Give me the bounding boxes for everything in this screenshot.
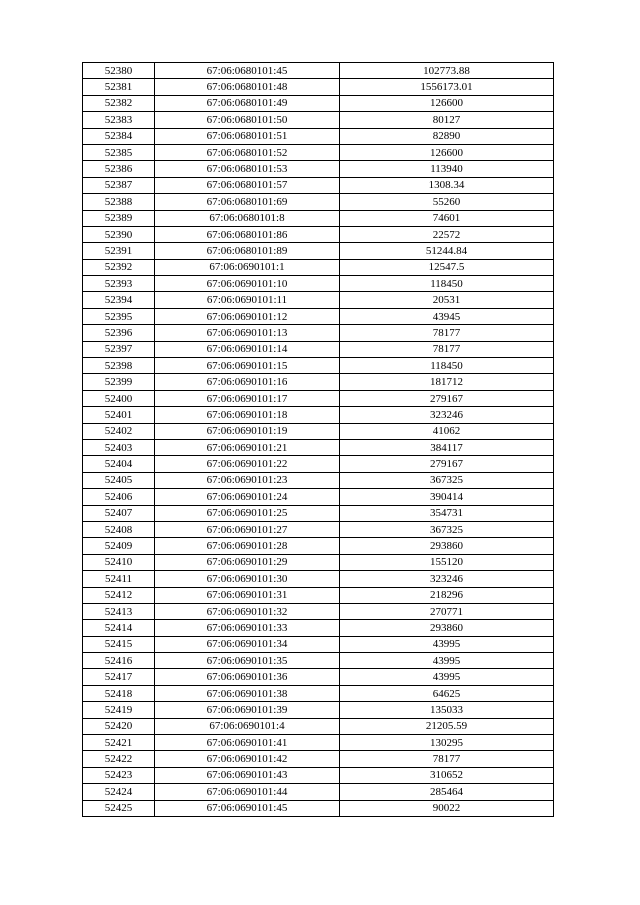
cadastral-value-cell: 80127 <box>340 112 554 128</box>
cadastral-number-cell: 67:06:0690101:10 <box>155 276 340 292</box>
row-number-cell: 52396 <box>83 325 155 341</box>
table-row <box>83 472 554 488</box>
table-row <box>83 112 554 128</box>
cadastral-value-table <box>82 62 554 817</box>
cadastral-number-cell: 67:06:0690101:23 <box>155 472 340 488</box>
cadastral-value-cell: 41062 <box>340 423 554 439</box>
table-row <box>83 751 554 767</box>
row-number-cell: 52399 <box>83 374 155 390</box>
cadastral-value-cell: 367325 <box>340 521 554 537</box>
row-number-cell: 52386 <box>83 161 155 177</box>
cadastral-number-cell: 67:06:0690101:18 <box>155 407 340 423</box>
cadastral-value-cell: 64625 <box>340 685 554 701</box>
row-number-cell: 52422 <box>83 751 155 767</box>
cadastral-value-cell: 43995 <box>340 669 554 685</box>
cadastral-number-cell: 67:06:0690101:31 <box>155 587 340 603</box>
cadastral-number-cell: 67:06:0690101:35 <box>155 653 340 669</box>
cadastral-number-cell: 67:06:0690101:30 <box>155 571 340 587</box>
row-number-cell: 52403 <box>83 439 155 455</box>
cadastral-number-cell: 67:06:0680101:69 <box>155 194 340 210</box>
cadastral-value-cell: 118450 <box>340 358 554 374</box>
cadastral-value-cell: 126600 <box>340 144 554 160</box>
cadastral-number-cell: 67:06:0690101:22 <box>155 456 340 472</box>
cadastral-value-cell: 293860 <box>340 620 554 636</box>
cadastral-value-cell: 113940 <box>340 161 554 177</box>
cadastral-number-cell: 67:06:0690101:41 <box>155 735 340 751</box>
cadastral-value-cell: 78177 <box>340 751 554 767</box>
cadastral-number-cell: 67:06:0690101:34 <box>155 636 340 652</box>
cadastral-value-cell: 90022 <box>340 800 554 816</box>
cadastral-value-cell: 135033 <box>340 702 554 718</box>
cadastral-value-cell: 354731 <box>340 505 554 521</box>
cadastral-number-cell: 67:06:0690101:39 <box>155 702 340 718</box>
table-row <box>83 718 554 734</box>
cadastral-value-cell: 367325 <box>340 472 554 488</box>
row-number-cell: 52423 <box>83 767 155 783</box>
table-row <box>83 439 554 455</box>
table-row <box>83 292 554 308</box>
row-number-cell: 52416 <box>83 653 155 669</box>
cadastral-value-cell: 43995 <box>340 653 554 669</box>
row-number-cell: 52408 <box>83 521 155 537</box>
table-row <box>83 620 554 636</box>
table-row <box>83 358 554 374</box>
cadastral-number-cell: 67:06:0690101:42 <box>155 751 340 767</box>
table-row <box>83 276 554 292</box>
cadastral-number-cell: 67:06:0690101:15 <box>155 358 340 374</box>
row-number-cell: 52391 <box>83 243 155 259</box>
cadastral-number-cell: 67:06:0690101:32 <box>155 603 340 619</box>
row-number-cell: 52395 <box>83 308 155 324</box>
row-number-cell: 52409 <box>83 538 155 554</box>
cadastral-value-cell: 78177 <box>340 325 554 341</box>
cadastral-number-cell: 67:06:0680101:53 <box>155 161 340 177</box>
row-number-cell: 52384 <box>83 128 155 144</box>
cadastral-number-cell: 67:06:0690101:24 <box>155 489 340 505</box>
cadastral-number-cell: 67:06:0690101:12 <box>155 308 340 324</box>
cadastral-number-cell: 67:06:0680101:49 <box>155 95 340 111</box>
cadastral-value-cell: 118450 <box>340 276 554 292</box>
cadastral-number-cell: 67:06:0680101:86 <box>155 226 340 242</box>
row-number-cell: 52389 <box>83 210 155 226</box>
cadastral-value-cell: 323246 <box>340 571 554 587</box>
cadastral-number-cell: 67:06:0690101:28 <box>155 538 340 554</box>
row-number-cell: 52385 <box>83 144 155 160</box>
table-row <box>83 521 554 537</box>
cadastral-number-cell: 67:06:0690101:29 <box>155 554 340 570</box>
cadastral-value-cell: 21205.59 <box>340 718 554 734</box>
table-row <box>83 390 554 406</box>
row-number-cell: 52415 <box>83 636 155 652</box>
cadastral-number-cell: 67:06:0680101:50 <box>155 112 340 128</box>
table-row <box>83 325 554 341</box>
cadastral-value-cell: 323246 <box>340 407 554 423</box>
table-row <box>83 685 554 701</box>
cadastral-value-cell: 390414 <box>340 489 554 505</box>
cadastral-value-cell: 384117 <box>340 439 554 455</box>
row-number-cell: 52411 <box>83 571 155 587</box>
table-row <box>83 735 554 751</box>
cadastral-number-cell: 67:06:0690101:27 <box>155 521 340 537</box>
table-row <box>83 603 554 619</box>
table-row <box>83 784 554 800</box>
table-row <box>83 128 554 144</box>
row-number-cell: 52418 <box>83 685 155 701</box>
row-number-cell: 52424 <box>83 784 155 800</box>
row-number-cell: 52414 <box>83 620 155 636</box>
row-number-cell: 52390 <box>83 226 155 242</box>
cadastral-value-cell: 1556173.01 <box>340 79 554 95</box>
cadastral-number-cell: 67:06:0680101:45 <box>155 63 340 79</box>
cadastral-value-cell: 218296 <box>340 587 554 603</box>
row-number-cell: 52383 <box>83 112 155 128</box>
cadastral-number-cell: 67:06:0690101:44 <box>155 784 340 800</box>
row-number-cell: 52402 <box>83 423 155 439</box>
cadastral-value-cell: 285464 <box>340 784 554 800</box>
row-number-cell: 52419 <box>83 702 155 718</box>
table-body <box>83 63 554 817</box>
row-number-cell: 52400 <box>83 390 155 406</box>
cadastral-value-cell: 74601 <box>340 210 554 226</box>
row-number-cell: 52387 <box>83 177 155 193</box>
cadastral-number-cell: 67:06:0680101:57 <box>155 177 340 193</box>
row-number-cell: 52412 <box>83 587 155 603</box>
table-row <box>83 63 554 79</box>
cadastral-value-cell: 43995 <box>340 636 554 652</box>
row-number-cell: 52417 <box>83 669 155 685</box>
table-row <box>83 374 554 390</box>
cadastral-value-cell: 126600 <box>340 95 554 111</box>
row-number-cell: 52410 <box>83 554 155 570</box>
cadastral-value-cell: 51244.84 <box>340 243 554 259</box>
table-row <box>83 407 554 423</box>
cadastral-number-cell: 67:06:0690101:13 <box>155 325 340 341</box>
table-row <box>83 456 554 472</box>
row-number-cell: 52382 <box>83 95 155 111</box>
table-row <box>83 800 554 816</box>
table-row <box>83 489 554 505</box>
cadastral-number-cell: 67:06:0680101:48 <box>155 79 340 95</box>
table-row <box>83 554 554 570</box>
row-number-cell: 52404 <box>83 456 155 472</box>
cadastral-value-cell: 310652 <box>340 767 554 783</box>
table-row <box>83 636 554 652</box>
cadastral-value-cell: 78177 <box>340 341 554 357</box>
cadastral-number-cell: 67:06:0690101:43 <box>155 767 340 783</box>
row-number-cell: 52394 <box>83 292 155 308</box>
table-row <box>83 161 554 177</box>
cadastral-number-cell: 67:06:0680101:8 <box>155 210 340 226</box>
cadastral-number-cell: 67:06:0680101:51 <box>155 128 340 144</box>
table-row <box>83 702 554 718</box>
row-number-cell: 52388 <box>83 194 155 210</box>
table-row <box>83 767 554 783</box>
cadastral-number-cell: 67:06:0680101:52 <box>155 144 340 160</box>
table-row <box>83 653 554 669</box>
cadastral-value-cell: 43945 <box>340 308 554 324</box>
cadastral-value-cell: 22572 <box>340 226 554 242</box>
cadastral-number-cell: 67:06:0690101:19 <box>155 423 340 439</box>
cadastral-value-cell: 270771 <box>340 603 554 619</box>
cadastral-number-cell: 67:06:0690101:33 <box>155 620 340 636</box>
table-row <box>83 423 554 439</box>
cadastral-value-cell: 12547.5 <box>340 259 554 275</box>
table-row <box>83 505 554 521</box>
table-row <box>83 669 554 685</box>
cadastral-number-cell: 67:06:0690101:21 <box>155 439 340 455</box>
table-row <box>83 210 554 226</box>
table-row <box>83 177 554 193</box>
row-number-cell: 52425 <box>83 800 155 816</box>
row-number-cell: 52393 <box>83 276 155 292</box>
table-row <box>83 571 554 587</box>
row-number-cell: 52407 <box>83 505 155 521</box>
cadastral-value-cell: 55260 <box>340 194 554 210</box>
cadastral-value-cell: 1308.34 <box>340 177 554 193</box>
row-number-cell: 52420 <box>83 718 155 734</box>
cadastral-value-cell: 181712 <box>340 374 554 390</box>
table-row <box>83 243 554 259</box>
cadastral-value-cell: 130295 <box>340 735 554 751</box>
row-number-cell: 52397 <box>83 341 155 357</box>
row-number-cell: 52381 <box>83 79 155 95</box>
cadastral-number-cell: 67:06:0690101:1 <box>155 259 340 275</box>
row-number-cell: 52401 <box>83 407 155 423</box>
table-row <box>83 226 554 242</box>
row-number-cell: 52398 <box>83 358 155 374</box>
cadastral-number-cell: 67:06:0690101:45 <box>155 800 340 816</box>
row-number-cell: 52380 <box>83 63 155 79</box>
table-row <box>83 95 554 111</box>
cadastral-number-cell: 67:06:0690101:11 <box>155 292 340 308</box>
cadastral-number-cell: 67:06:0690101:25 <box>155 505 340 521</box>
table-row <box>83 259 554 275</box>
cadastral-number-cell: 67:06:0690101:16 <box>155 374 340 390</box>
row-number-cell: 52405 <box>83 472 155 488</box>
cadastral-number-cell: 67:06:0690101:36 <box>155 669 340 685</box>
row-number-cell: 52413 <box>83 603 155 619</box>
cadastral-number-cell: 67:06:0690101:17 <box>155 390 340 406</box>
table-row <box>83 79 554 95</box>
row-number-cell: 52392 <box>83 259 155 275</box>
table-row <box>83 538 554 554</box>
row-number-cell: 52406 <box>83 489 155 505</box>
table-row <box>83 194 554 210</box>
cadastral-number-cell: 67:06:0690101:14 <box>155 341 340 357</box>
cadastral-number-cell: 67:06:0690101:38 <box>155 685 340 701</box>
table-row <box>83 308 554 324</box>
cadastral-value-cell: 102773.88 <box>340 63 554 79</box>
cadastral-number-cell: 67:06:0690101:4 <box>155 718 340 734</box>
cadastral-value-cell: 279167 <box>340 390 554 406</box>
cadastral-number-cell: 67:06:0680101:89 <box>155 243 340 259</box>
table-row <box>83 144 554 160</box>
cadastral-value-cell: 20531 <box>340 292 554 308</box>
row-number-cell: 52421 <box>83 735 155 751</box>
cadastral-value-cell: 155120 <box>340 554 554 570</box>
table-row <box>83 587 554 603</box>
table-row <box>83 341 554 357</box>
cadastral-value-cell: 279167 <box>340 456 554 472</box>
cadastral-value-cell: 293860 <box>340 538 554 554</box>
cadastral-value-cell: 82890 <box>340 128 554 144</box>
